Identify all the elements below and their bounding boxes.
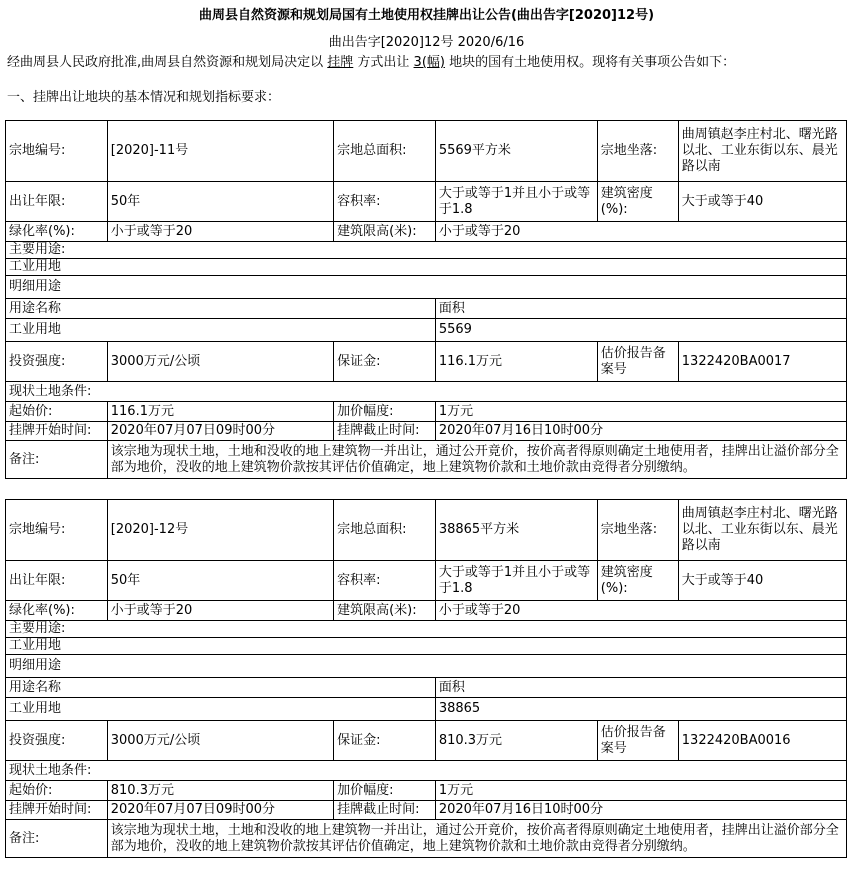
value-use-name: 工业用地 bbox=[6, 698, 436, 721]
label-total-area: 宗地总面积: bbox=[334, 500, 436, 561]
label-parcel-no: 宗地编号: bbox=[6, 500, 108, 561]
value-term: 50年 bbox=[107, 182, 333, 222]
value-end-time: 2020年07月16日10时00分 bbox=[435, 422, 846, 441]
page-title: 曲周县自然资源和规划局国有土地使用权挂牌出让公告(曲出告字[2020]12号) bbox=[198, 8, 655, 23]
label-deposit: 保证金: bbox=[334, 342, 436, 382]
label-main-use: 主要用途: bbox=[6, 242, 847, 259]
label-detail-use: 明细用途 bbox=[6, 655, 847, 678]
value-deposit: 810.3万元 bbox=[435, 721, 597, 761]
label-green: 绿化率(%): bbox=[6, 601, 108, 621]
value-remarks: 该宗地为现状土地，土地和没收的地上建筑物一并出让，通过公开竟价，按价高者得原则确定土地使用者，挂牌出让溢价部分全部为地价，没收的地上建筑物价款按其评估价值确定，地上建筑物价款和土地价款由竞得者分别缴纳。 bbox=[107, 820, 846, 858]
value-green: 小于或等于20 bbox=[107, 222, 333, 242]
value-appraisal: 1322420BA0016 bbox=[678, 721, 846, 761]
transfer-method: 挂牌 bbox=[327, 55, 354, 70]
label-end-time: 挂牌截止时间: bbox=[334, 422, 436, 441]
intro-text-2: 方式出让 bbox=[353, 55, 414, 70]
section-heading: 一、挂牌出让地块的基本情况和规划指标要求： bbox=[7, 90, 281, 105]
label-end-time: 挂牌截止时间: bbox=[334, 801, 436, 820]
parcel-table-2 bbox=[5, 499, 847, 858]
label-location: 宗地坐落: bbox=[597, 121, 678, 182]
label-start-price: 起始价: bbox=[6, 402, 108, 422]
value-remarks: 该宗地为现状土地，土地和没收的地上建筑物一并出让，通过公开竟价，按价高者得原则确定土地使用者，挂牌出让溢价部分全部为地价，没收的地上建筑物价款按其评估价值确定，地上建筑物价款和土地价款由竞得者分别缴纳。 bbox=[107, 441, 846, 479]
label-term: 出让年限: bbox=[6, 182, 108, 222]
value-use-name: 工业用地 bbox=[6, 319, 436, 342]
label-status: 现状土地条件: bbox=[6, 761, 847, 781]
label-remarks: 备注: bbox=[6, 441, 108, 479]
label-status: 现状土地条件: bbox=[6, 382, 847, 402]
label-use-name: 用途名称 bbox=[6, 678, 436, 698]
label-appraisal: 估价报告备案号 bbox=[597, 721, 678, 761]
label-location: 宗地坐落: bbox=[597, 500, 678, 561]
value-height: 小于或等于20 bbox=[435, 222, 846, 242]
value-increment: 1万元 bbox=[435, 402, 846, 422]
value-total-area: 5569平方米 bbox=[435, 121, 597, 182]
label-area: 面积 bbox=[435, 678, 846, 698]
parcel-count: 3(幅) bbox=[413, 55, 445, 70]
label-deposit: 保证金: bbox=[334, 721, 436, 761]
value-start-time: 2020年07月07日09时00分 bbox=[107, 801, 333, 820]
value-appraisal: 1322420BA0017 bbox=[678, 342, 846, 382]
label-density: 建筑密度(%): bbox=[597, 561, 678, 601]
label-parcel-no: 宗地编号: bbox=[6, 121, 108, 182]
value-term: 50年 bbox=[107, 561, 333, 601]
label-green: 绿化率(%): bbox=[6, 222, 108, 242]
value-investment: 3000万元/公顷 bbox=[107, 342, 333, 382]
value-height: 小于或等于20 bbox=[435, 601, 846, 621]
value-far: 大于或等于1并且小于或等于1.8 bbox=[435, 182, 597, 222]
label-use-name: 用途名称 bbox=[6, 299, 436, 319]
intro-paragraph bbox=[7, 51, 735, 70]
label-detail-use: 明细用途 bbox=[6, 276, 847, 299]
value-parcel-no: [2020]-11号 bbox=[107, 121, 333, 182]
value-start-price: 116.1万元 bbox=[107, 402, 333, 422]
label-far: 容积率: bbox=[334, 182, 436, 222]
value-density: 大于或等于40 bbox=[678, 182, 846, 222]
value-investment: 3000万元/公顷 bbox=[107, 721, 333, 761]
label-height: 建筑限高(米): bbox=[334, 601, 436, 621]
value-total-area: 38865平方米 bbox=[435, 500, 597, 561]
label-increment: 加价幅度: bbox=[334, 781, 436, 801]
value-density: 大于或等于40 bbox=[678, 561, 846, 601]
label-increment: 加价幅度: bbox=[334, 402, 436, 422]
label-investment: 投资强度: bbox=[6, 342, 108, 382]
announcement-number: 曲出告字[2020]12号 2020/6/16 bbox=[328, 35, 525, 50]
label-investment: 投资强度: bbox=[6, 721, 108, 761]
label-total-area: 宗地总面积: bbox=[334, 121, 436, 182]
label-area: 面积 bbox=[435, 299, 846, 319]
value-main-use: 工业用地 bbox=[6, 259, 847, 276]
value-location: 曲周镇赵李庄村北、曙光路以北、工业东街以东、晨光路以南 bbox=[678, 121, 846, 182]
value-location: 曲周镇赵李庄村北、曙光路以北、工业东街以东、晨光路以南 bbox=[678, 500, 846, 561]
value-green: 小于或等于20 bbox=[107, 601, 333, 621]
label-start-price: 起始价: bbox=[6, 781, 108, 801]
label-start-time: 挂牌开始时间: bbox=[6, 422, 108, 441]
label-far: 容积率: bbox=[334, 561, 436, 601]
value-main-use: 工业用地 bbox=[6, 638, 847, 655]
value-increment: 1万元 bbox=[435, 781, 846, 801]
value-area: 5569 bbox=[435, 319, 846, 342]
label-appraisal: 估价报告备案号 bbox=[597, 342, 678, 382]
value-start-price: 810.3万元 bbox=[107, 781, 333, 801]
intro-text-3: 地块的国有土地使用权。现将有关事项公告如下： bbox=[444, 55, 736, 70]
value-far: 大于或等于1并且小于或等于1.8 bbox=[435, 561, 597, 601]
value-parcel-no: [2020]-12号 bbox=[107, 500, 333, 561]
label-height: 建筑限高(米): bbox=[334, 222, 436, 242]
parcel-table-1 bbox=[5, 120, 847, 479]
value-end-time: 2020年07月16日10时00分 bbox=[435, 801, 846, 820]
label-term: 出让年限: bbox=[6, 561, 108, 601]
value-area: 38865 bbox=[435, 698, 846, 721]
value-deposit: 116.1万元 bbox=[435, 342, 597, 382]
value-start-time: 2020年07月07日09时00分 bbox=[107, 422, 333, 441]
label-start-time: 挂牌开始时间: bbox=[6, 801, 108, 820]
intro-text-1: 经曲周县人民政府批准,曲周县自然资源和规划局决定以 bbox=[7, 55, 328, 70]
label-remarks: 备注: bbox=[6, 820, 108, 858]
label-main-use: 主要用途: bbox=[6, 621, 847, 638]
label-density: 建筑密度(%): bbox=[597, 182, 678, 222]
